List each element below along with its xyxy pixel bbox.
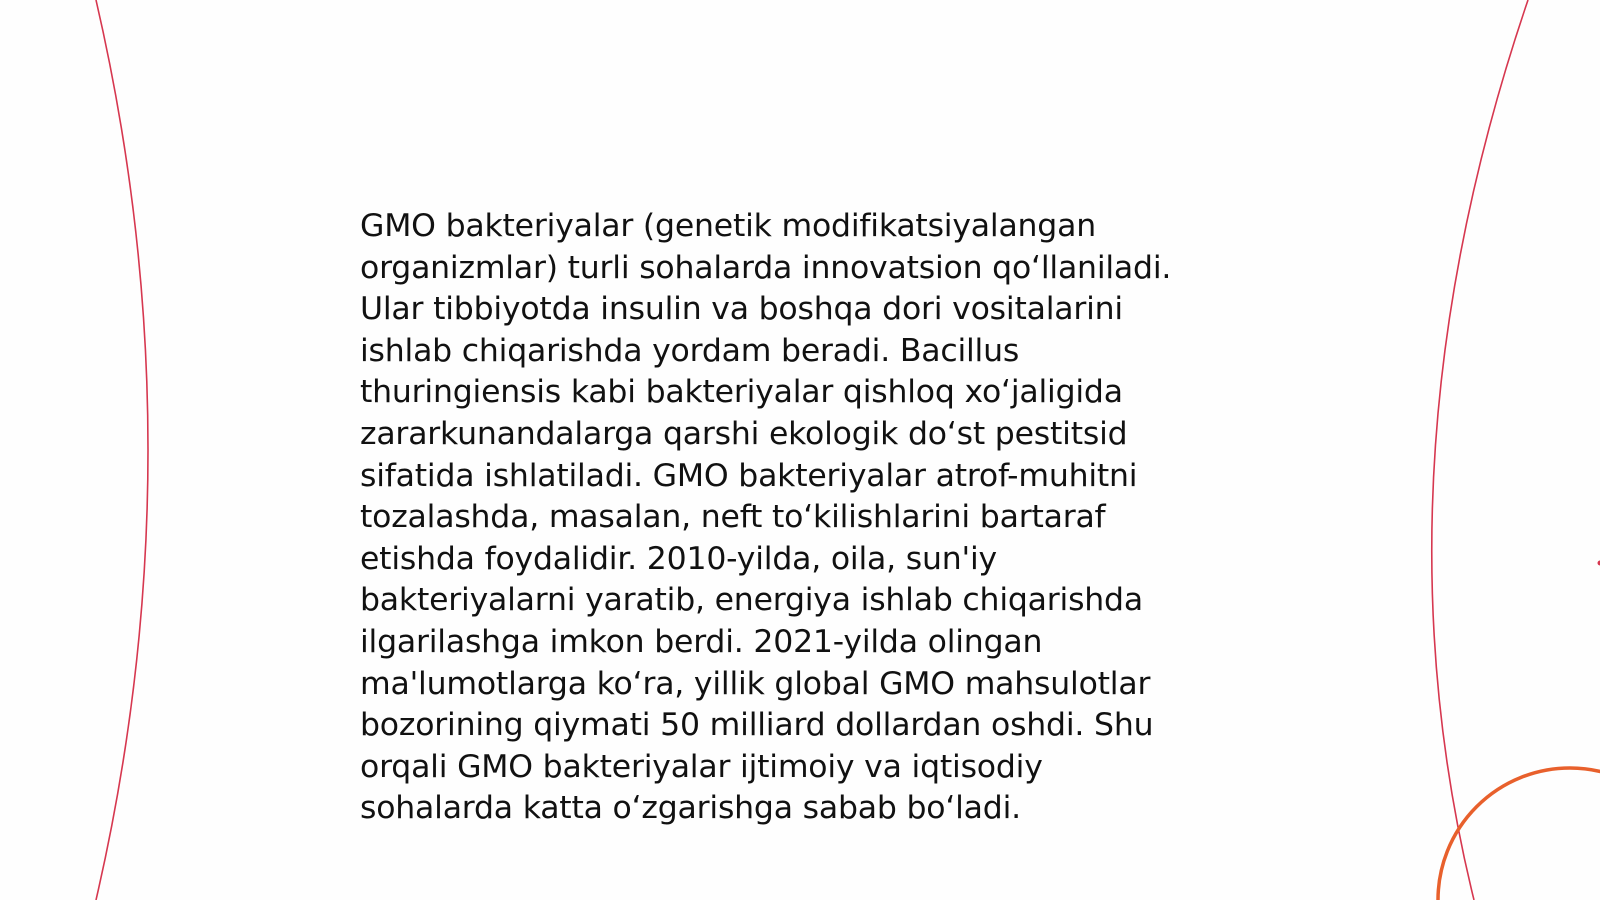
body-paragraph	[360, 206, 1240, 830]
paragraph-line-13: bozorining qiymati 50 milliard dollardan oshdi. Shu	[360, 707, 1154, 744]
paragraph-line-7: sifatida ishlatiladi. GMO bakteriyalar atrof-muhitni	[360, 457, 1138, 494]
paragraph-line-1: GMO bakteriyalar (genetik modifikatsiyalangan	[360, 208, 1096, 244]
paragraph-line-12: ma'lumotlarga ko‘ra, yillik global GMO mahsulotlar	[360, 665, 1151, 702]
paragraph-line-14: orqali GMO bakteriyalar ijtimoiy va iqtisodiy	[360, 748, 1043, 785]
paragraph-line-15: sohalarda katta o‘zgarishga sabab bo‘ladi.	[360, 790, 1021, 827]
left-curve-decoration	[96, 0, 148, 900]
corner-circle-decoration	[1438, 768, 1600, 900]
right-curve-decoration	[1432, 0, 1528, 900]
paragraph-line-11: ilgarilashga imkon berdi. 2021-yilda olingan	[360, 623, 1043, 660]
paragraph-line-3: Ular tibbiyotda insulin va boshqa dori vositalarini	[360, 291, 1123, 328]
paragraph-line-8: tozalashda, masalan, neft to‘kilishlarini bartaraf	[360, 499, 1106, 536]
paragraph-line-4: ishlab chiqarishda yordam beradi. Bacillus	[360, 332, 1020, 369]
paragraph-line-6: zararkunandalarga qarshi ekologik do‘st pestitsid	[360, 415, 1128, 452]
paragraph-line-2: organizmlar) turli sohalarda innovatsion qo‘llaniladi.	[360, 249, 1172, 286]
paragraph-line-9: etishda foydalidir. 2010-yilda, oila, sun'iy	[360, 540, 997, 577]
paragraph-line-5: thuringiensis kabi bakteriyalar qishloq xo‘jaligida	[360, 374, 1123, 411]
paragraph-line-10: bakteriyalarni yaratib, energiya ishlab chiqarishda	[360, 582, 1143, 619]
